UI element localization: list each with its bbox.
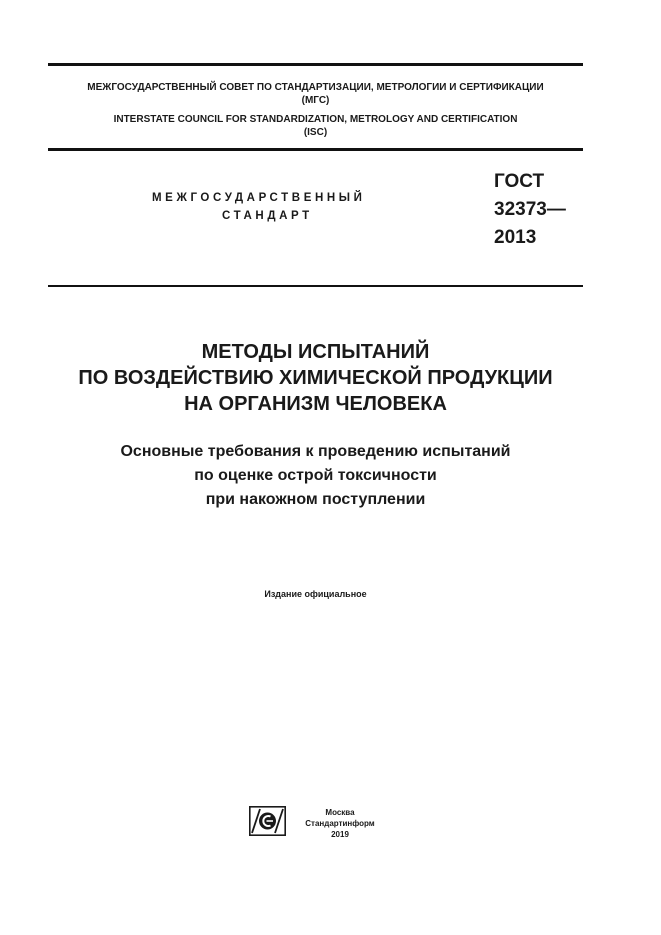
gost-code-line3: 2013 <box>494 227 537 248</box>
subtitle-line3: при накожном поступлении <box>205 491 426 508</box>
top-rule <box>48 63 583 66</box>
title-line2: ПО ВОЗДЕЙСТВИЮ ХИМИЧЕСКОЙ ПРОДУКЦИИ <box>78 367 553 389</box>
gost-code-line1: ГОСТ <box>494 171 545 192</box>
edition-label: Издание официальное <box>264 589 367 599</box>
header-rule <box>48 148 583 151</box>
imprint <box>295 807 385 840</box>
standartinform-logo-icon <box>249 806 286 836</box>
title-line3: НА ОРГАНИЗМ ЧЕЛОВЕКА <box>184 393 447 415</box>
council-en: INTERSTATE COUNCIL FOR STANDARDIZATION, METROLOGY AND CERTIFICATION <box>113 114 518 125</box>
title-line1: МЕТОДЫ ИСПЫТАНИЙ <box>201 341 430 363</box>
standard-kind-line2: СТАНДАРТ <box>222 210 313 222</box>
gost-code-line2: 32373— <box>494 199 566 220</box>
council-en-abbr: (ISC) <box>303 127 328 138</box>
council-ru-abbr: (МГС) <box>301 95 330 106</box>
subtitle-line2: по оценке острой токсичности <box>194 467 437 484</box>
imprint-publisher: Стандартинформ <box>305 819 375 828</box>
imprint-city: Москва <box>325 808 355 817</box>
subtitle-line1: Основные требования к проведению испытаний <box>120 443 511 460</box>
standard-kind-line1: МЕЖГОСУДАРСТВЕННЫЙ <box>152 192 366 204</box>
imprint-year: 2019 <box>331 830 349 839</box>
standard-rule <box>48 285 583 287</box>
council-ru: МЕЖГОСУДАРСТВЕННЫЙ СОВЕТ ПО СТАНДАРТИЗАЦИИ, МЕТРОЛОГИИ И СЕРТИФИКАЦИИ <box>87 82 544 93</box>
